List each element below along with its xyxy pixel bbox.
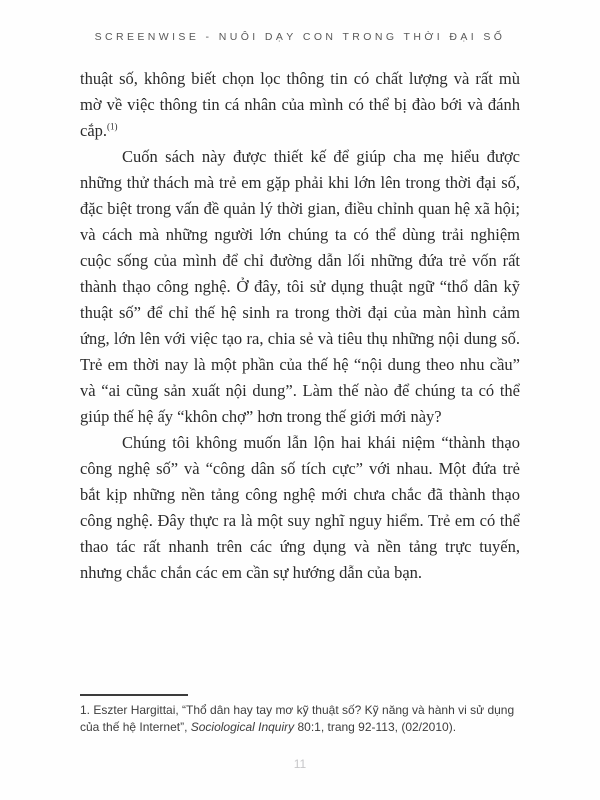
footnote-citation-start: Eszter Hargittai, “Thổ dân hay tay mơ kỹ thuật số? Kỹ năng và hành vi sử dụng của thế hệ Internet”, (80, 703, 515, 734)
running-header: SCREENWISE - NUÔI DẠY CON TRONG THỜI ĐẠI SỐ (94, 31, 506, 43)
body-text (80, 66, 520, 586)
footnote-reference-marker: (1) (107, 121, 118, 132)
paragraph-text: thuật số, không biết chọn lọc thông tin có chất lượng và rất mù mờ về việc thông tin cá nhân của mình có thể bị đào bới và đánh cắp. (80, 69, 520, 140)
paragraph: Chúng tôi không muốn lẫn lộn hai khái niệm “thành thạo công nghệ số” và “công dân số tích cực” với nhau. Một đứa trẻ bắt kịp những nền tảng công nghệ mới chưa chắc đã thành thạo công nghệ. Đây thực ra là một suy nghĩ nguy hiểm. Trẻ em có thể thao tác rất nhanh trên các ứng dụng và nền tảng trực tuyến, nhưng chắc chắn các em cần sự hướng dẫn của bạn. (80, 433, 520, 582)
footnote-section (80, 694, 520, 735)
paragraph-continuation (80, 66, 520, 144)
footnote-text (80, 702, 520, 735)
footnote-citation-end: 80:1, trang 92-113, (02/2010). (294, 719, 457, 734)
footnote-journal-title: Sociological Inquiry (190, 719, 295, 734)
footnote-number: 1. (80, 703, 91, 717)
paragraph: Cuốn sách này được thiết kế để giúp cha mẹ hiểu được những thử thách mà trẻ em gặp phải khi lớn lên trong thời đại số, đặc biệt trong vấn đề quản lý thời gian, điều chỉnh quan hệ xã hội; và cách mà những người lớn chúng ta có thể dùng trải nghiệm cuộc sống của mình để chỉ đường dẫn lối những đứa trẻ vốn rất thành thạo công nghệ. Ở đây, tôi sử dụng thuật ngữ “thổ dân kỹ thuật số” để chỉ thế hệ sinh ra trong thời đại của màn hình cảm ứng, lớn lên với việc tạo ra, chia sẻ và tiêu thụ những nội dung số. Trẻ em thời nay là một phần của thế hệ “nội dung theo nhu cầu” và “ai cũng sản xuất nội dung”. Làm thế nào để chúng ta có thể giúp thế hệ ấy “khôn chợ” hơn trong thế giới mới này? (80, 147, 520, 426)
footnote-divider-rule (80, 694, 188, 696)
page-number: 11 (293, 757, 307, 771)
